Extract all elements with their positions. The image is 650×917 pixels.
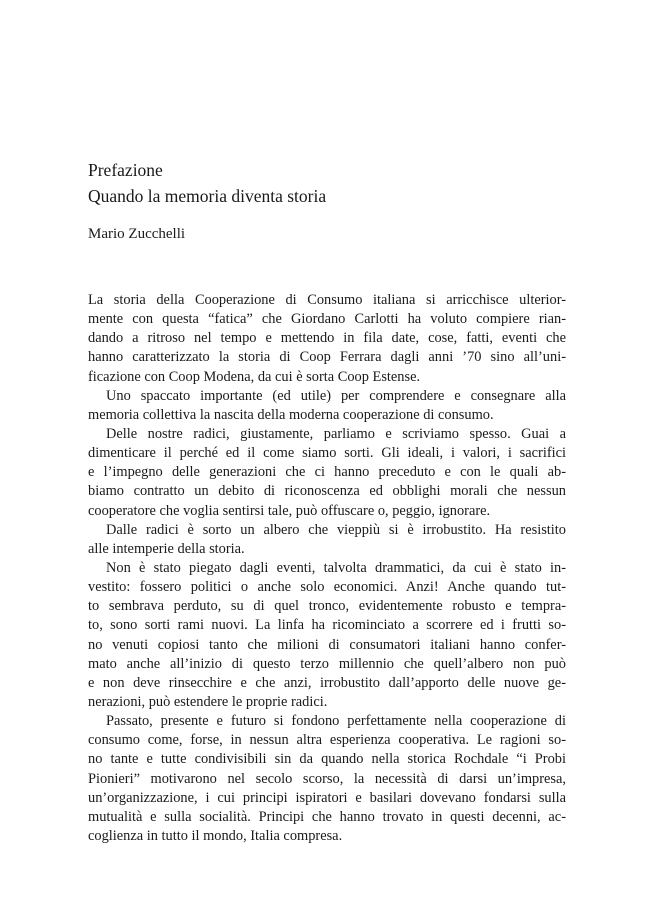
document-page	[88, 0, 566, 917]
text-line: e non deve rinsecchire e che anzi, irrobustito dall’apporto delle nuove ge-	[88, 674, 566, 691]
text-line: La storia della Cooperazione di Consumo italiana si arricchisce ulterior-	[88, 292, 566, 308]
text-line: mato anche all’inizio di questo terzo millennio che quell’albero non può	[88, 655, 566, 672]
text-line: consumo come, forse, in nessun altra esperienza cooperativa. Le ragioni so-	[88, 732, 566, 749]
text-line: to sembrava perduto, su di quel tronco, evidentemente robusto e tempra-	[88, 598, 566, 615]
text-line: vestito: fossero politici o anche solo economici. Anzi! Anche quando tut-	[88, 579, 566, 596]
text-line: Uno spaccato importante (ed utile) per comprendere e consegnare alla	[106, 387, 566, 404]
text-line: alle intemperie della storia.	[88, 540, 245, 557]
text-line: e l’impegno delle generazioni che ci hanno preceduto e con le quali ab-	[88, 464, 566, 481]
text-line: hanno caratterizzato la storia di Coop Ferrara dagli anni ’70 sino all’uni-	[88, 349, 566, 366]
text-line: biamo contratto un debito di riconoscenza ed obblighi morali che nessun	[88, 483, 566, 500]
text-line: coglienza in tutto il mondo, Italia compresa.	[88, 827, 343, 844]
text-line: mutualità e sulla socialità. Principi che hanno trovato in questi decenni, ac-	[88, 808, 566, 825]
text-line: to, sono sorti rami nuovi. La linfa ha ricominciato a scorrere ed i frutti so-	[88, 617, 566, 634]
text-line: no tante e tutte condivisibili sin da quando nella storica Rochdale “i Probi	[88, 751, 566, 768]
text-line: no venuti copiosi tanto che milioni di consumatori italiani hanno confer-	[88, 636, 566, 653]
text-line: Dalle radici è sorto un albero che vieppiù si è irrobustito. Ha resistito	[106, 521, 566, 538]
text-line: Non è stato piegato dagli eventi, talvolta drammatici, da cui è stato in-	[106, 559, 566, 576]
chapter-title: Prefazione	[88, 160, 163, 180]
text-line: mente con questa “fatica” che Giordano Carlotti ha voluto compiere rian-	[88, 311, 566, 328]
text-line: un’organizzazione, i cui principi ispiratori e basilari dovevano fondarsi sulla	[88, 789, 566, 806]
text-line: ficazione con Coop Modena, da cui è sorta Coop Estense.	[88, 368, 421, 385]
chapter-heading	[88, 157, 326, 209]
text-line: cooperatore che voglia sentirsi tale, può offuscare o, peggio, ignorare.	[88, 502, 491, 519]
text-line: Delle nostre radici, giustamente, parliamo e scriviamo spesso. Guai a	[106, 425, 566, 442]
text-line: nerazioni, può estendere le proprie radici.	[88, 693, 328, 710]
text-line: Passato, presente e futuro si fondono perfettamente nella cooperazione di	[106, 713, 566, 730]
text-line: memoria collettiva la nascita della moderna cooperazione di consumo.	[88, 406, 494, 423]
chapter-subtitle: Quando la memoria diventa storia	[88, 186, 327, 206]
body-text	[88, 291, 566, 846]
text-line: Pionieri” motivarono nel secolo scorso, la necessità di darsi un’impresa,	[88, 770, 566, 787]
author-name: Mario Zucchelli	[88, 226, 186, 242]
text-line: dando a ritroso nel tempo e mettendo in fila date, cose, fatti, eventi che	[88, 330, 566, 347]
text-line: dimenticare il perché ed il come siamo sorti. Gli ideali, i valori, i sacrifici	[88, 445, 566, 462]
